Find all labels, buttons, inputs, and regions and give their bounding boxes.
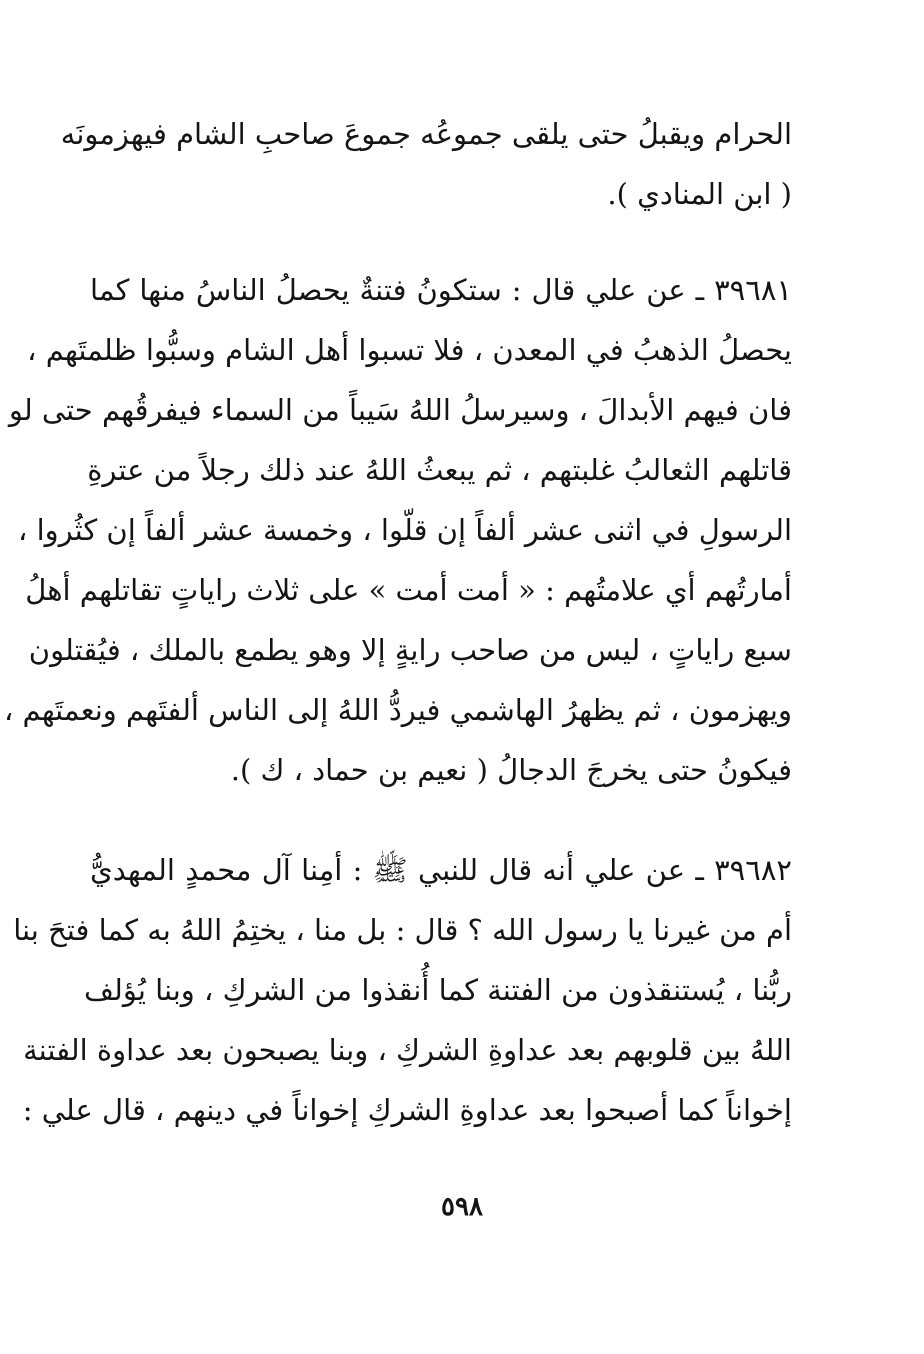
paragraph-line: الحرام ويقبلُ حتى يلقى جموعُه جموعَ صاحبِ الشام فيهزمونَه [60,117,792,151]
page-number: ٥٩٨ [441,1192,483,1222]
paragraph-line: قاتلهم الثعالبُ غلبتهم ، ثم يبعثُ اللهُ عند ذلك رجلاً من عترةِ [87,453,792,487]
paragraph-line: ( ابن المنادي ). [607,177,792,211]
paragraph-line: أم من غيرنا يا رسول الله ؟ قال : بل منا ، يختِمُ اللهُ به كما فتحَ بنا [13,913,792,947]
paragraph-1 [60,104,792,224]
paragraph-line: سبع راياتٍ ، ليس من صاحب رايةٍ إلا وهو يطمع بالملك ، فيُقتلون [28,633,792,667]
paragraph-line: ٣٩٦٨٢ ـ عن علي أنه قال للنبي ﷺ : أمِنا آل محمدٍ المهديُّ [90,853,792,887]
paragraph-line: ربُّنا ، يُستنقذون من الفتنة كما أُنقذوا من الشركِ ، وبنا يُؤلف [84,973,792,1007]
paragraph-line: الرسولِ في اثنى عشر ألفاً إن قلّوا ، وخمسة عشر ألفاً إن كثُروا ، [18,513,792,547]
paragraph-line: أمارتُهم أي علامتُهم : « أمت أمت » على ثلاث راياتٍ تقاتلهم أهلُ [25,573,792,607]
paragraph-line: فان فيهم الأبدالَ ، وسيرسلُ اللهُ سَيباً من السماء فيفرقُهم حتى لو [8,393,792,427]
paragraph-line: إخواناً كما أصبحوا بعد عداوةِ الشركِ إخواناً في دينهم ، قال علي : [22,1093,792,1127]
paragraph-3 [13,840,792,1140]
paragraph-line: ٣٩٦٨١ ـ عن علي قال : ستكونُ فتنةٌ يحصلُ الناسُ منها كما [90,273,792,307]
paragraph-2 [3,260,792,800]
paragraph-line: فيكونُ حتى يخرجَ الدجالُ ( نعيم بن حماد ، ك ). [230,753,792,787]
paragraph-line: اللهُ بين قلوبهم بعد عداوةِ الشركِ ، وبنا يصبحون بعد عداوة الفتنة [23,1033,792,1067]
paragraph-line: يحصلُ الذهبُ في المعدن ، فلا تسبوا أهل الشام وسبُّوا ظلمتَهم ، [27,333,792,367]
paragraph-line: ويهزمون ، ثم يظهرُ الهاشمي فيردُّ اللهُ إلى الناس ألفتَهم ونعمتَهم ، [3,693,792,727]
